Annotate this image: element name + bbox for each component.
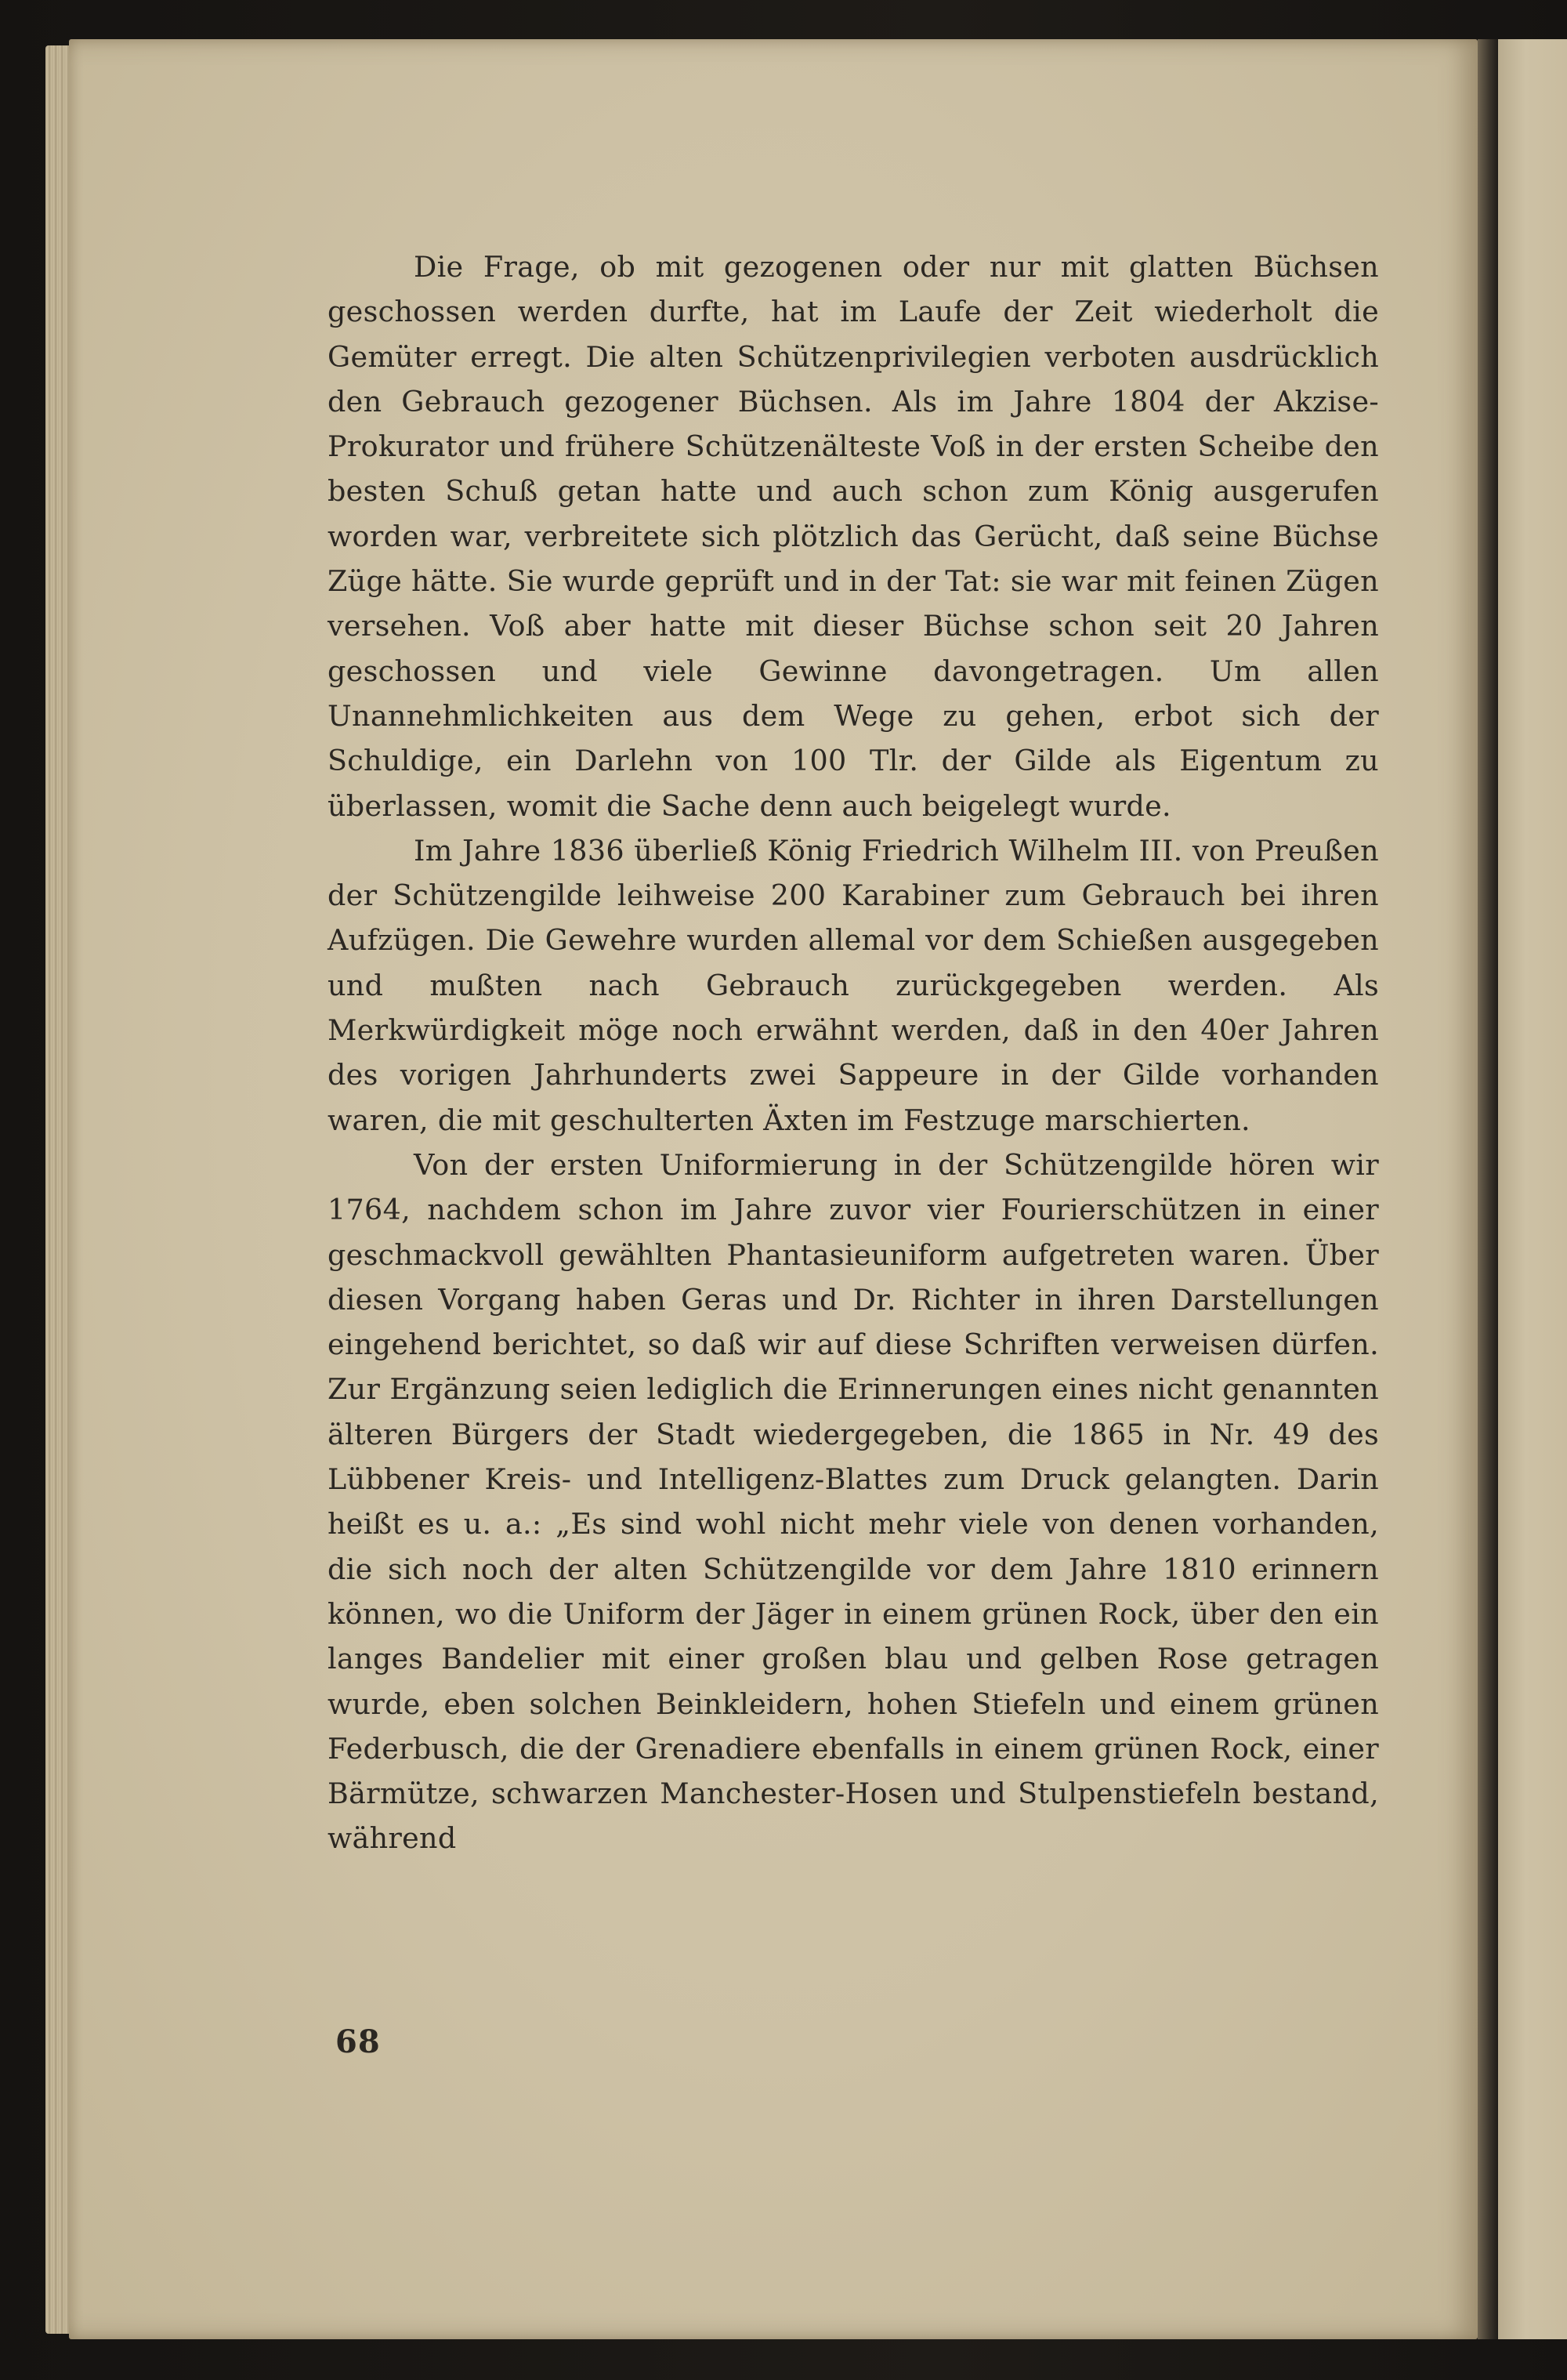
page-number: 68 (335, 2023, 381, 2060)
body-text (328, 245, 1379, 1861)
paragraph-rifles: Die Frage, ob mit gezogenen oder nur mit glatten Büchsen geschossen werden durfte, hat im Laufe der Zeit wiederholt die Gemüter erregt. Die alten Schützenprivilegien verboten ausdrücklich den Gebrauch gezogener Büchsen. Als im Jahre 1804 der Akzise-Prokurator und frühere Schützenälteste Voß in der ersten Scheibe den besten Schuß getan hatte und auch schon zum König ausgerufen worden war, verbreitete sich plötzlich das Gerücht, daß seine Büchse Züge hätte. Sie wurde geprüft und in der Tat: sie war mit feinen Zügen versehen. Voß aber hatte mit dieser Büchse schon seit 20 Jahren geschossen und viele Gewinne davongetragen. Um allen Unannehmlichkeiten aus dem Wege zu gehen, erbot sich der Schuldige, ein Darlehn von 100 Tlr. der Gilde als Eigentum zu überlassen, womit die Sache denn auch beigelegt wurde. (328, 250, 1379, 823)
paragraph-uniforms: Von der ersten Uniformierung in der Schützengilde hören wir 1764, nachdem schon im Jahre zuvor vier Fourierschützen in einer geschmackvoll gewählten Phantasieuniform aufgetreten waren. Über diesen Vorgang haben Geras und Dr. Richter in ihren Darstellungen eingehend berichtet, so daß wir auf diese Schriften verweisen dürfen. Zur Ergänzung seien lediglich die Erinnerungen eines nicht genannten älteren Bürgers der Stadt wiedergegeben, die 1865 in Nr. 49 des Lübbener Kreis- und Intelligenz-Blattes zum Druck gelangten. Darin heißt es u. a.: „Es sind wohl nicht mehr viele von denen vorhanden, die sich noch der alten Schützengilde vor dem Jahre 1810 erinnern können, wo die Uniform der Jäger in einem grünen Rock, über den ein langes Bandelier mit einer großen blau und gelben Rose getragen wurde, eben solchen Beinkleidern, hohen Stiefeln und einem grünen Federbusch, die der Grenadiere ebenfalls in einem grünen Rock, einer Bärmütze, schwarzen Manchester-Hosen und Stulpenstiefeln bestand, während (328, 1147, 1379, 1856)
paragraph-carbines: Im Jahre 1836 überließ König Friedrich Wilhelm III. von Preußen der Schützengilde leihweise 200 Karabiner zum Gebrauch bei ihren Aufzügen. Die Gewehre wurden allemal vor dem Schießen ausgegeben und mußten nach Gebrauch zurückgegeben werden. Als Merkwürdigkeit möge noch erwähnt werden, daß in den 40er Jahren des vorigen Jahrhunderts zwei Sappeure in der Gilde vorhanden waren, die mit geschulterten Äxten im Festzuge marschierten. (328, 833, 1379, 1137)
facing-page-edge (1498, 39, 1567, 2339)
book-gutter (1478, 39, 1498, 2339)
